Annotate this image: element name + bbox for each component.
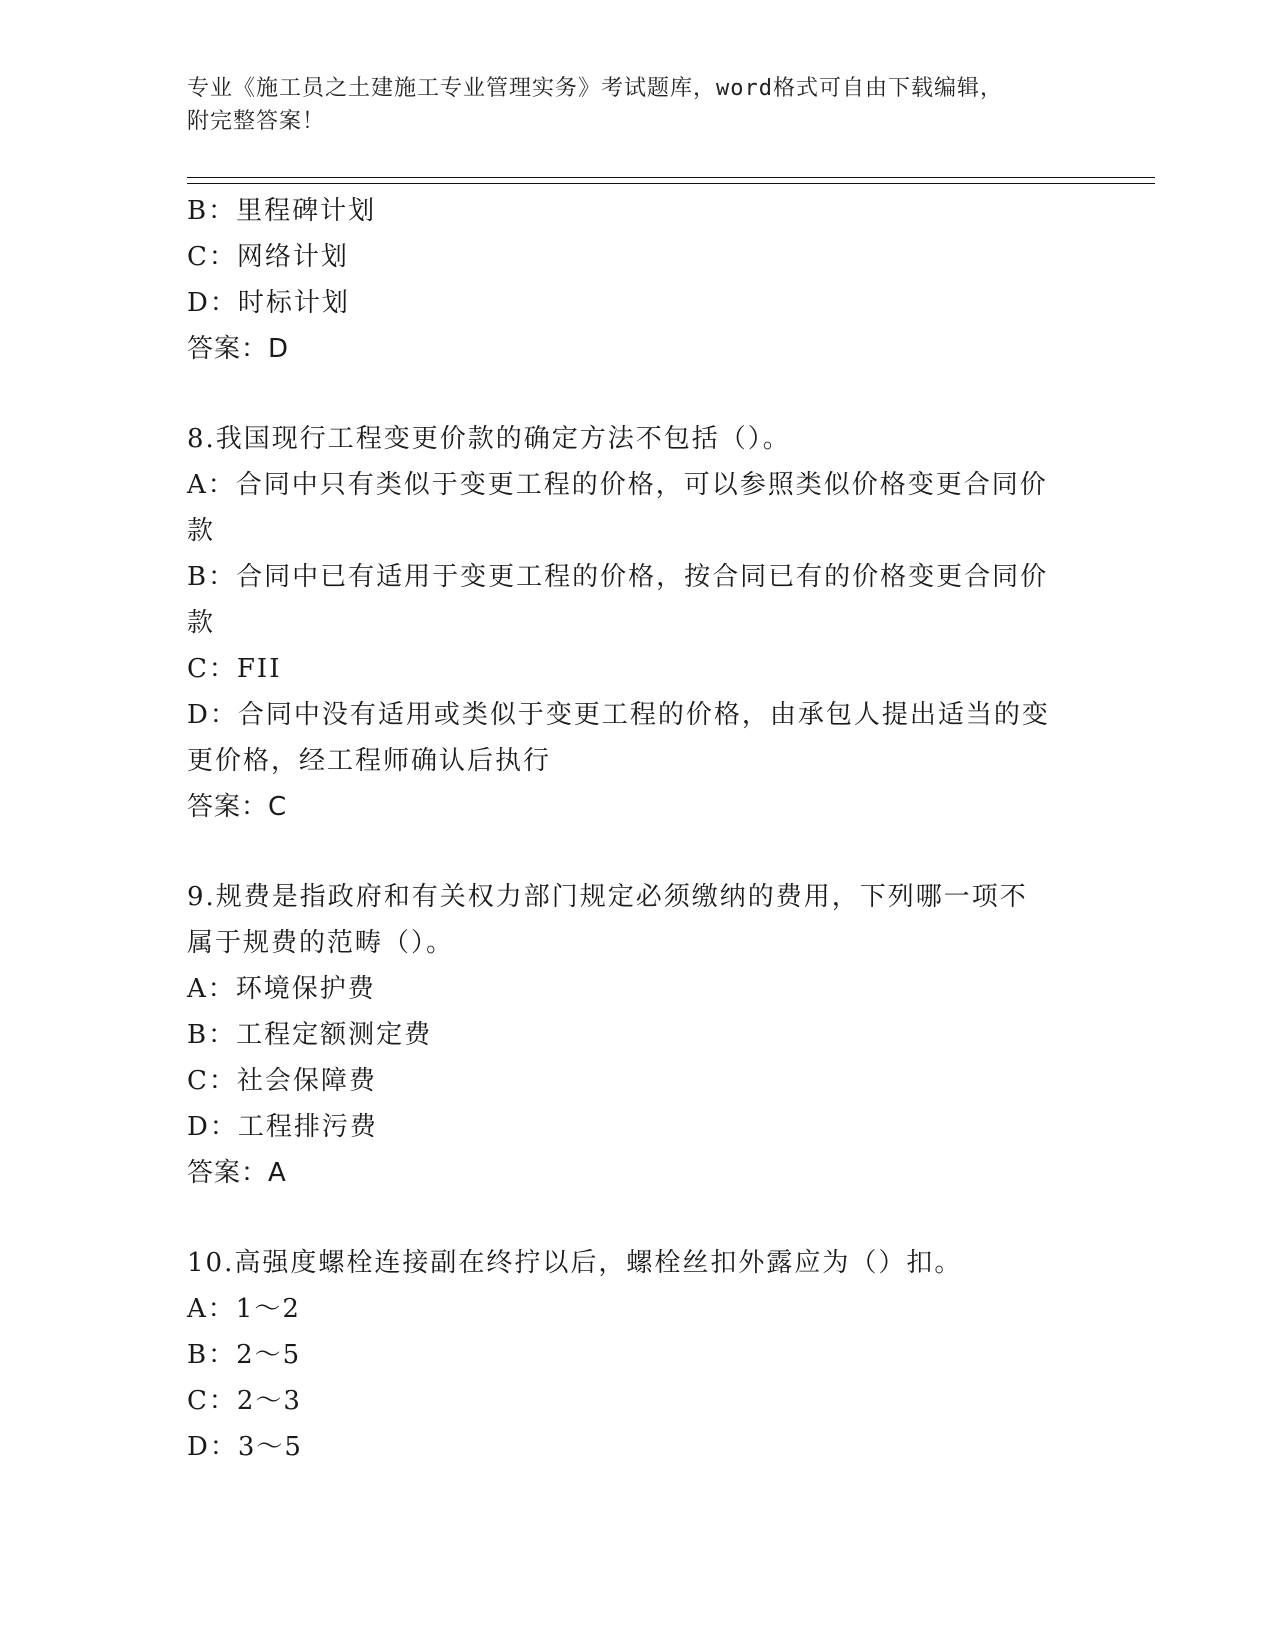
header-line-2: 附完整答案！: [187, 109, 326, 134]
option-b: B：里程碑计划: [187, 196, 377, 226]
exam-content: [187, 188, 1067, 1470]
option-b-line-2: 款: [187, 608, 216, 638]
option-d-line-1: D：合同中没有适用或类似于变更工程的价格，由承包人提出适当的变: [187, 700, 1050, 730]
option-c: C：2～3: [187, 1386, 302, 1416]
option-c: C：FII: [187, 654, 282, 684]
option-d: D：工程排污费: [187, 1112, 378, 1142]
answer: 答案：C: [187, 792, 288, 822]
option-a-line-2: 款: [187, 516, 216, 546]
question-stem-line-2: 属于规费的范畴（）。: [187, 928, 455, 958]
answer: 答案：D: [187, 334, 290, 364]
option-d-line-2: 更价格，经工程师确认后执行: [187, 746, 552, 776]
option-b-line-1: B：合同中已有适用于变更工程的价格，按合同已有的价格变更合同价: [187, 562, 1049, 592]
document-header: [187, 72, 1067, 138]
option-b: B：工程定额测定费: [187, 1020, 433, 1050]
option-c: C：网络计划: [187, 242, 349, 272]
option-b: B：2～5: [187, 1340, 302, 1370]
question-7: [187, 188, 1067, 372]
spacer: [187, 1196, 1067, 1240]
question-8: [187, 416, 1067, 830]
header-line-1: 专业《施工员之土建施工专业管理实务》考试题库，word格式可自由下载编辑，: [187, 76, 1003, 101]
question-stem: 8.我国现行工程变更价款的确定方法不包括（）。: [187, 424, 791, 454]
option-a: A：环境保护费: [187, 974, 376, 1004]
option-a: A：1～2: [187, 1294, 301, 1324]
spacer: [187, 830, 1067, 874]
spacer: [187, 372, 1067, 416]
question-10: [187, 1240, 1067, 1470]
option-d: D：3～5: [187, 1432, 303, 1462]
answer: 答案：A: [187, 1158, 287, 1188]
option-a-line-1: A：合同中只有类似于变更工程的价格，可以参照类似价格变更合同价: [187, 470, 1048, 500]
question-stem-line-1: 9.规费是指政府和有关权力部门规定必须缴纳的费用，下列哪一项不: [187, 882, 1028, 912]
question-9: [187, 874, 1067, 1196]
question-stem: 10.高强度螺栓连接副在终拧以后，螺栓丝扣外露应为（）扣。: [187, 1248, 963, 1278]
option-d: D：时标计划: [187, 288, 350, 318]
header-rule-bottom: [187, 183, 1155, 184]
header-rule-top: [187, 177, 1155, 178]
option-c: C：社会保障费: [187, 1066, 377, 1096]
